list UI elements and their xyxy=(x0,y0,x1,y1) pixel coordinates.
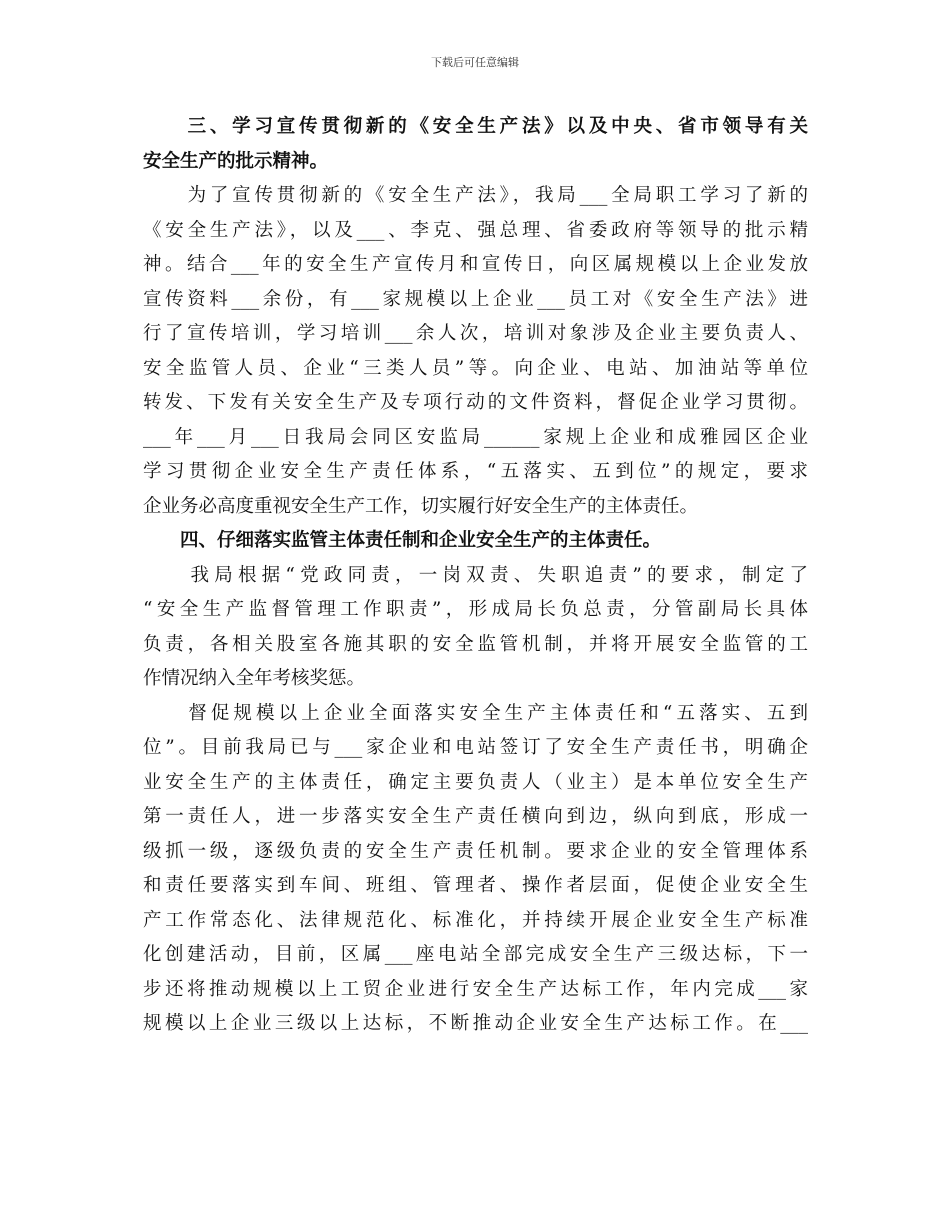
paragraph-line: 我局根据“党政同责，一岗双责、失职追责”的要求，制定了 xyxy=(143,564,808,586)
paragraph-line: 行了宣传培训，学习培训___余人次，培训对象涉及企业主要负责人、 xyxy=(143,323,808,344)
paragraph-line: “安全生产监督管理工作职责”，形成局长负总责，分管副局长具体 xyxy=(143,599,808,620)
section-heading-line: 四、仔细落实监管主体责任制和企业安全生产的主体责任。 xyxy=(143,530,662,551)
paragraph-line: 神。结合___年的安全生产宣传月和宣传日，向区属规模以上企业发放 xyxy=(143,254,808,275)
paragraph-line: 和责任要落实到车间、班组、管理者、操作者层面，促使企业安全生 xyxy=(143,875,808,896)
paragraph-line: 企业务必高度重视安全生产工作，切实履行好安全生产的主体责任。 xyxy=(143,495,699,517)
paragraph-line: 宣传资料___余份，有___家规模以上企业___员工对《安全生产法》进 xyxy=(143,288,808,310)
paragraph-line: 督促规模以上企业全面落实安全生产主体责任和“五落实、五到 xyxy=(143,702,808,724)
paragraph-line: 学习贯彻企业安全生产责任体系，“五落实、五到位”的规定，要求 xyxy=(143,461,808,482)
paragraph-line: 步还将推动规模以上工贸企业进行安全生产达标工作，年内完成___家 xyxy=(143,978,808,1000)
section-heading-line: 安全生产的批示精神。 xyxy=(143,150,329,172)
document-body xyxy=(143,110,808,1042)
paragraph-line: 作情况纳入全年考核奖惩。 xyxy=(143,668,366,689)
paragraph-line: 转发、下发有关安全生产及专项行动的文件资料，督促企业学习贯彻。 xyxy=(143,392,808,413)
paragraph-line: 规模以上企业三级以上达标，不断推动企业安全生产达标工作。在___ xyxy=(143,1013,808,1034)
paragraph-line: ___年___月___日我局会同区安监局______家规上企业和成雅园区企业 xyxy=(143,426,808,448)
paragraph-line: 为了宣传贯彻新的《安全生产法》，我局___全局职工学习了新的 xyxy=(143,185,808,206)
paragraph-line: 《安全生产法》，以及___、李克、强总理、省委政府等领导的批示精 xyxy=(143,219,808,241)
section-heading-line: 三、学习宣传贯彻新的《安全生产法》以及中央、省市领导有关 xyxy=(143,116,808,137)
paragraph-line: 业安全生产的主体责任，确定主要负责人（业主）是本单位安全生产 xyxy=(143,771,808,793)
paragraph-line: 位”。目前我局已与___家企业和电站签订了安全生产责任书，明确企 xyxy=(143,737,808,758)
paragraph-line: 第一责任人，进一步落实安全生产责任横向到边，纵向到底，形成一 xyxy=(143,806,808,827)
paragraph-line: 安全监管人员、企业“三类人员”等。向企业、电站、加油站等单位 xyxy=(143,357,808,379)
paragraph-line: 级抓一级，逐级负责的安全生产责任机制。要求企业的安全管理体系 xyxy=(143,840,808,862)
paragraph-line: 负责，各相关股室各施其职的安全监管机制，并将开展安全监管的工 xyxy=(143,633,808,655)
paragraph-line: 化创建活动，目前，区属___座电站全部完成安全生产三级达标，下一 xyxy=(143,944,808,965)
page-header: 下载后可任意编辑 xyxy=(431,56,519,69)
paragraph-line: 产工作常态化、法律规范化、标准化，并持续开展企业安全生产标准 xyxy=(143,909,808,931)
